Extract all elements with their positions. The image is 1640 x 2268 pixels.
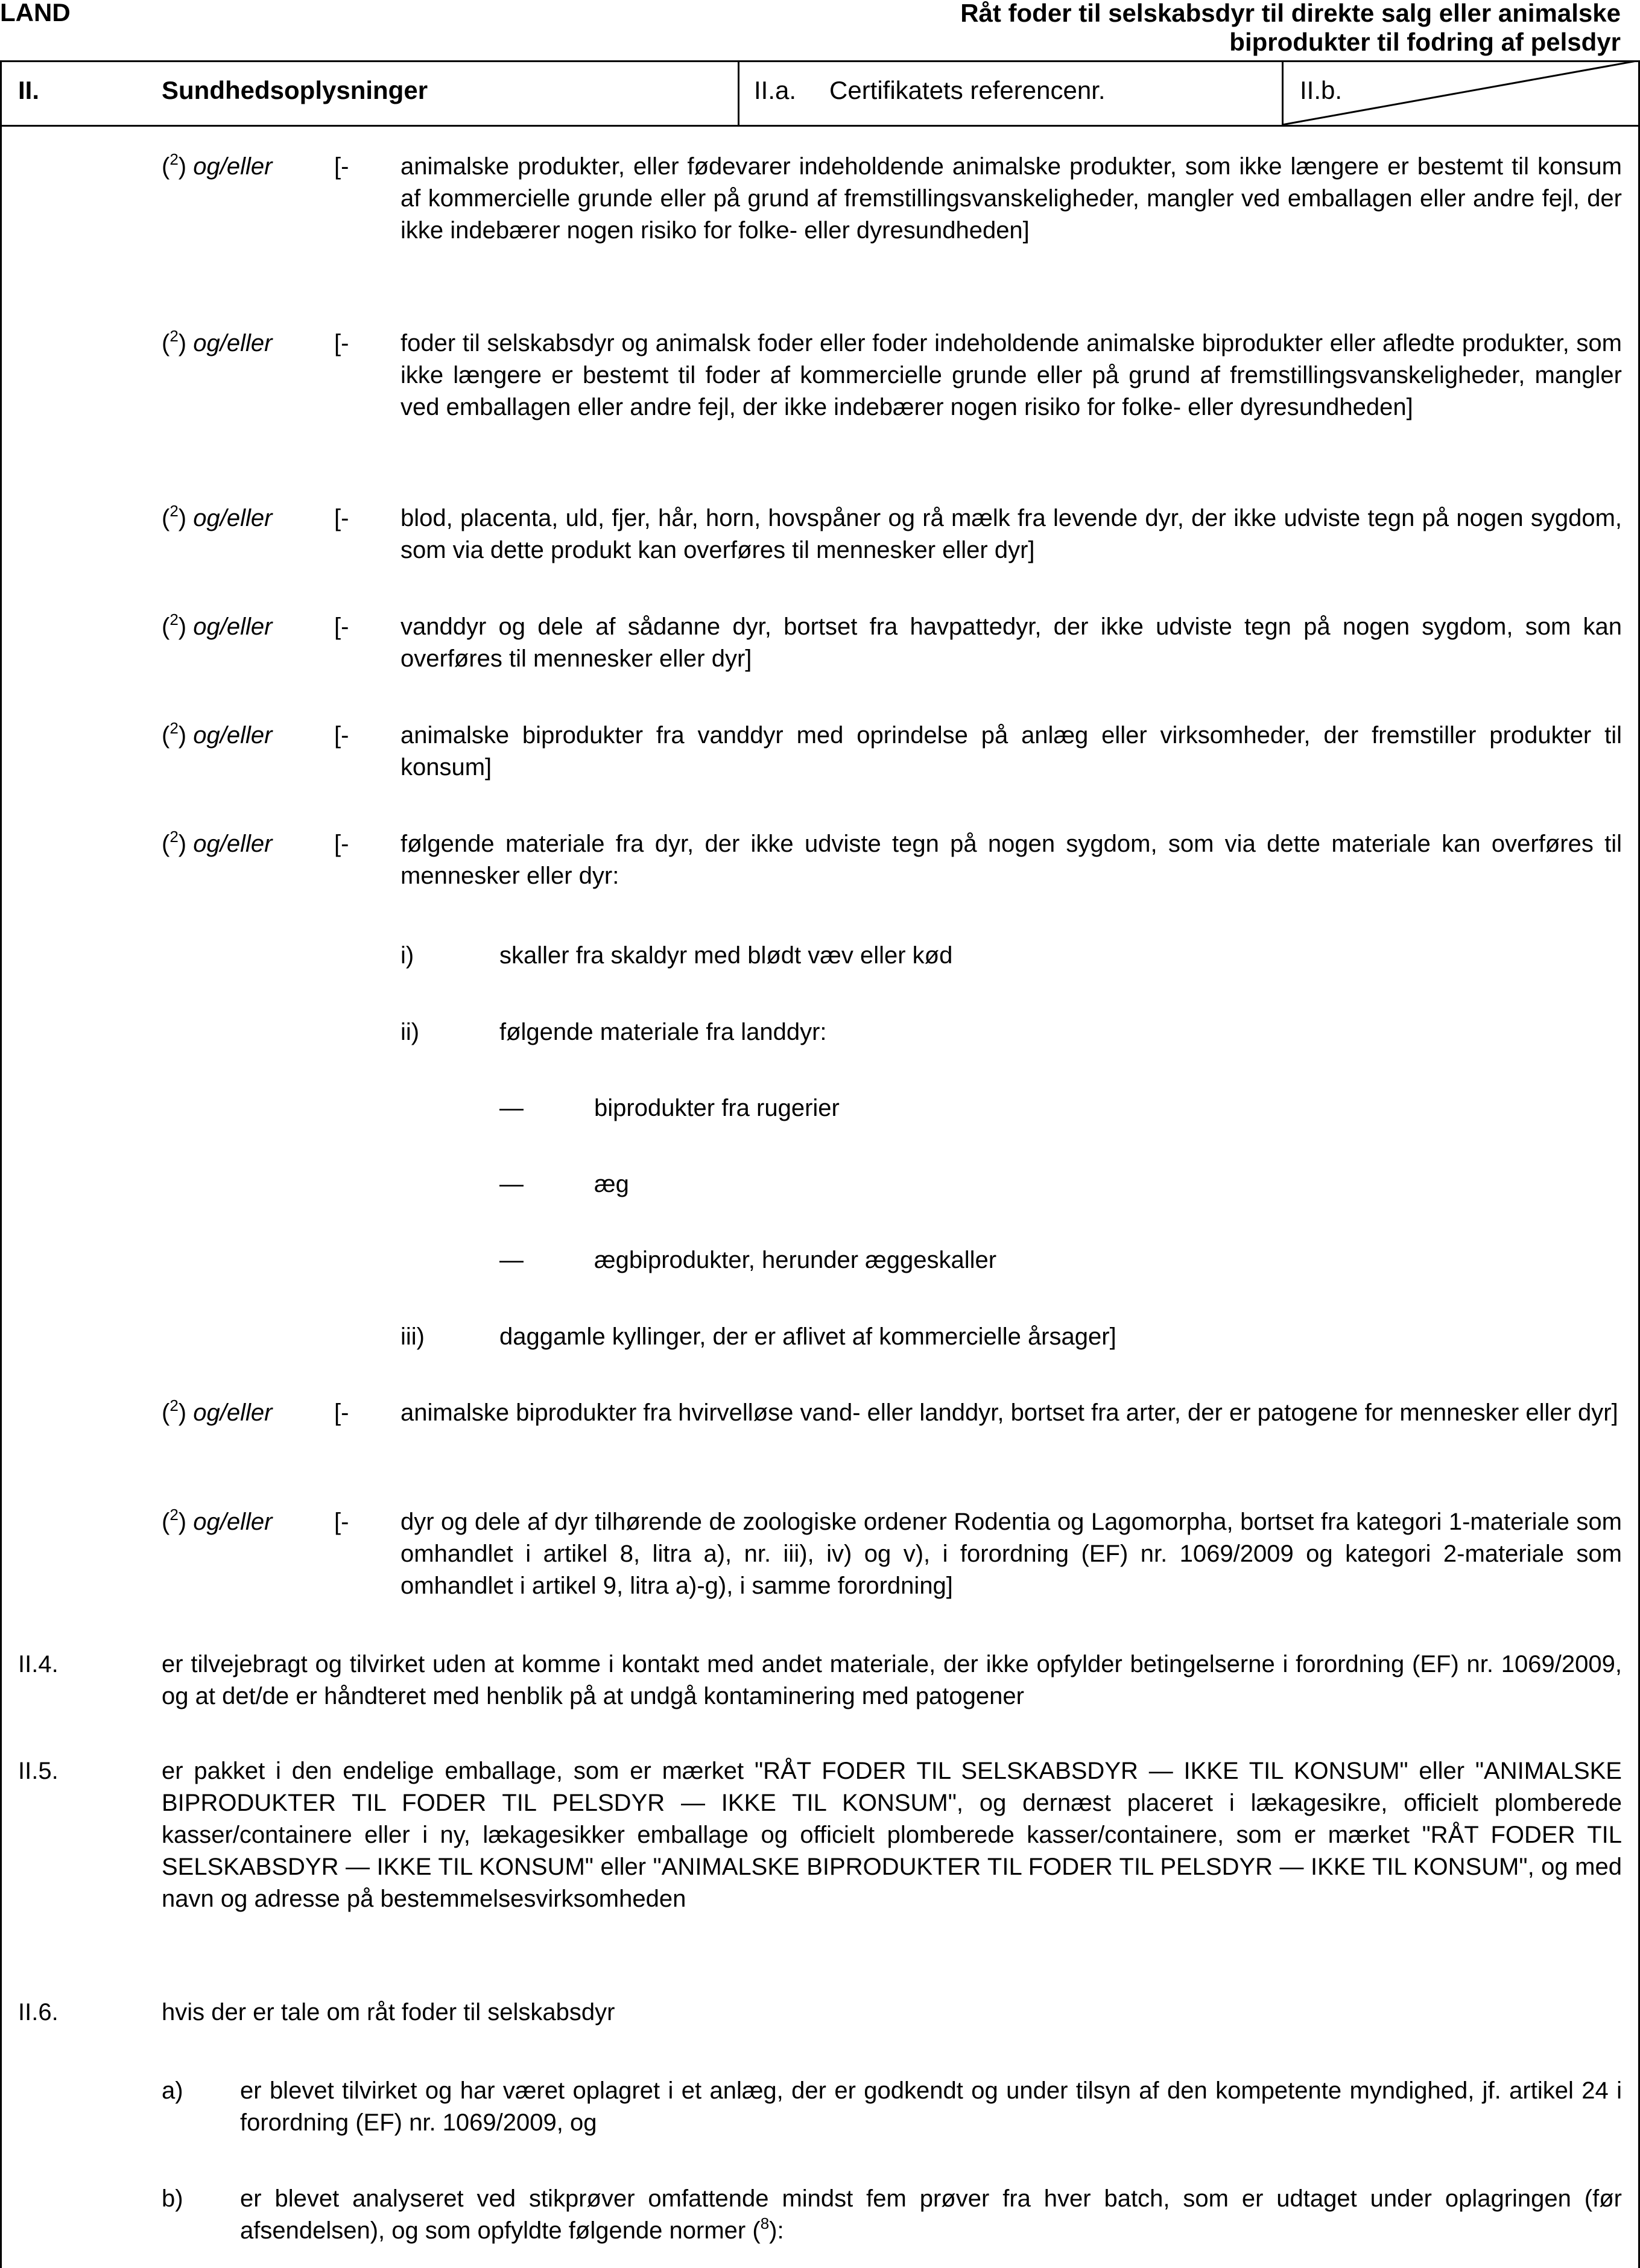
option-marker: [162, 1397, 272, 1429]
marker-open: (: [162, 1509, 170, 1535]
marker-close: ): [178, 505, 187, 531]
option-bracket: [-: [334, 153, 349, 180]
option-text: animalske biprodukter fra hvirvelløse vand- eller landdyr, bortset fra arter, der er patogene for mennesker eller dyr]: [401, 1399, 1618, 1426]
og-eller-label: og/eller: [193, 330, 273, 356]
og-eller-label: og/eller: [193, 831, 273, 857]
option-bracket: [-: [334, 330, 349, 356]
marker-close: ): [178, 153, 187, 180]
country-label: LAND: [0, 0, 71, 27]
option-bracket: [-: [334, 831, 349, 857]
option-marker: [162, 828, 272, 860]
section-label-ii4: II.4.: [18, 1651, 59, 1677]
section-text-ii5: er pakket i den endelige emballage, som er mærket "RÅT FODER TIL SELSKABSDYR — IKKE TIL KONSUM" eller "ANIMALSKE BIPRODUKTER TIL FODER TIL PELSDYR — IKKE TIL KONSUM", og dernæst placeret i lækagesikre, officielt plomberede kasser/containere eller i ny, lækagesikker emballage og officielt plomberede kasser/containere, som er mærket "RÅT FODER TIL SELSKABSDYR — IKKE TIL KONSUM" eller "ANIMALSKE BIPRODUKTER TIL FODER TIL PELSDYR — IKKE TIL KONSUM", og med navn og adresse på bestemmelsesvirksomheden: [162, 1758, 1622, 1912]
item-text-b-main: er blevet analyseret ved stikprøver omfattende mindst fem prøver fra hver batch, som er udtaget under oplagringen (før afsendelsen), og som opfyldte følgende normer (: [240, 2185, 1622, 2244]
option-text: blod, placenta, uld, fjer, hår, horn, hovspåner og rå mælk fra levende dyr, der ikke udviste tegn på nogen sygdom, som via dette produkt kan overføres til mennesker eller dyr]: [401, 505, 1622, 563]
dash-bullet: —: [499, 1171, 524, 1197]
table-header-bottom-border: [0, 125, 1640, 127]
footnote-ref: 2: [169, 1396, 179, 1414]
sublist-label: ii): [401, 1019, 420, 1045]
option-marker: [162, 328, 272, 360]
marker-close: ): [178, 330, 187, 356]
dash-item-text: æg: [594, 1171, 629, 1197]
footnote-ref: 2: [169, 501, 179, 520]
og-eller-label: og/eller: [193, 722, 273, 749]
footnote-ref: 2: [169, 326, 179, 345]
certificate-title: [716, 0, 1621, 57]
footnote-ref: 2: [169, 1505, 179, 1524]
marker-open: (: [162, 153, 170, 180]
marker-open: (: [162, 613, 170, 640]
dash-bullet: —: [499, 1247, 524, 1273]
section-text-ii4: er tilvejebragt og tilvirket uden at komme i kontakt med andet materiale, der ikke opfylder betingelserne i forordning (EF) nr. 1069/2009, og at det/de er håndteret med henblik på at undgå kontaminering med patogener: [162, 1651, 1622, 1709]
item-text-a: er blevet tilvirket og har været oplagret i et anlæg, der er godkendt og under tilsyn af den kompetente myndighed, jf. artikel 24 i forordning (EF) nr. 1069/2009, og: [240, 2077, 1622, 2136]
option-bracket: [-: [334, 613, 349, 640]
sublist-label: i): [401, 942, 414, 969]
og-eller-label: og/eller: [193, 1509, 273, 1535]
marker-open: (: [162, 505, 170, 531]
footnote-ref: 2: [169, 827, 179, 846]
marker-open: (: [162, 831, 170, 857]
dash-item-text: biprodukter fra rugerier: [594, 1095, 840, 1121]
section-title: Sundhedsoplysninger: [162, 76, 428, 104]
marker-open: (: [162, 1399, 170, 1426]
item-text-b: [240, 2183, 1622, 2247]
footnote-ref: 2: [169, 150, 179, 168]
item-label-a: a): [162, 2077, 183, 2104]
section-label-ii5: II.5.: [18, 1758, 59, 1784]
option-text: animalske biprodukter fra vanddyr med oprindelse på anlæg eller virksomheder, der fremstiller produkter til konsum]: [401, 722, 1622, 781]
option-bracket: [-: [334, 1399, 349, 1426]
og-eller-label: og/eller: [193, 1399, 273, 1426]
sublist-text: daggamle kyllinger, der er aflivet af kommercielle årsager]: [499, 1323, 1116, 1350]
dash-bullet: —: [499, 1095, 524, 1121]
option-bracket: [-: [334, 722, 349, 749]
option-marker: [162, 611, 272, 643]
certificate-title-line1: Råt foder til selskabsdyr til direkte salg eller animalske: [960, 0, 1621, 27]
option-text: animalske produkter, eller fødevarer indeholdende animalske produkter, som ikke længere er bestemt til konsum af kommercielle grunde eller på grund af fremstillingsvanskeligheder, mangler ved emballagen eller andre fejl, der ikke indebærer nogen risiko for folke- eller dyresundheden]: [401, 153, 1622, 244]
option-text: foder til selskabsdyr og animalsk foder eller foder indeholdende animalske biprodukter eller afledte produkter, som ikke længere er bestemt til foder af kommercielle grunde eller på grund af fremstillingsvanskeligheder, mangler ved emballagen eller andre fejl, der ikke indebærer nogen risiko for folke- eller dyresundheden]: [401, 330, 1622, 420]
og-eller-label: og/eller: [193, 505, 273, 531]
section-text-ii6: hvis der er tale om råt foder til selskabsdyr: [162, 1999, 615, 2026]
item-text-b-end: ):: [769, 2217, 784, 2244]
certificate-reference-label: Certifikatets referencenr.: [829, 76, 1106, 104]
footnote-ref: 8: [760, 2214, 770, 2232]
sublist-text: skaller fra skaldyr med blødt væv eller kød: [499, 942, 953, 969]
og-eller-label: og/eller: [193, 613, 273, 640]
option-text: følgende materiale fra dyr, der ikke udviste tegn på nogen sygdom, som via dette materiale kan overføres til mennesker eller dyr:: [401, 831, 1622, 889]
footnote-ref: 2: [169, 610, 179, 629]
marker-close: ): [178, 722, 187, 749]
dash-item-text: ægbiprodukter, herunder æggeskaller: [594, 1247, 997, 1273]
option-marker: [162, 720, 272, 752]
section-number: II.: [18, 76, 40, 104]
header-cell-divider-1: [738, 60, 739, 125]
iia-label: II.a.: [754, 76, 797, 104]
marker-close: ): [178, 613, 187, 640]
certificate-title-line2: biprodukter til fodring af pelsdyr: [1229, 28, 1621, 56]
marker-open: (: [162, 722, 170, 749]
option-marker: [162, 502, 272, 534]
option-marker: [162, 1506, 272, 1538]
marker-close: ): [178, 1509, 187, 1535]
marker-close: ): [178, 831, 187, 857]
option-marker: [162, 151, 272, 183]
og-eller-label: og/eller: [193, 153, 273, 180]
marker-open: (: [162, 330, 170, 356]
footnote-ref: 2: [169, 718, 179, 737]
option-text: dyr og dele af dyr tilhørende de zoologiske ordener Rodentia og Lagomorpha, bortset fra kategori 1-materiale som omhandlet i artikel 8, litra a), nr. iii), iv) og v), i forordning (EF) nr. 1069/2009 og kategori 2-materiale som omhandlet i artikel 9, litra a)-g), i samme forordning]: [401, 1509, 1622, 1599]
iib-label: II.b.: [1300, 76, 1343, 104]
marker-close: ): [178, 1399, 187, 1426]
table-left-border: [0, 60, 2, 2268]
section-label-ii6: II.6.: [18, 1999, 59, 2026]
option-bracket: [-: [334, 505, 349, 531]
option-text: vanddyr og dele af sådanne dyr, bortset fra havpattedyr, der ikke udviste tegn på nogen sygdom, som kan overføres til mennesker eller dyr]: [401, 613, 1622, 672]
sublist-text: følgende materiale fra landdyr:: [499, 1019, 827, 1045]
option-bracket: [-: [334, 1509, 349, 1535]
sublist-label: iii): [401, 1323, 425, 1350]
item-label-b: b): [162, 2185, 183, 2212]
